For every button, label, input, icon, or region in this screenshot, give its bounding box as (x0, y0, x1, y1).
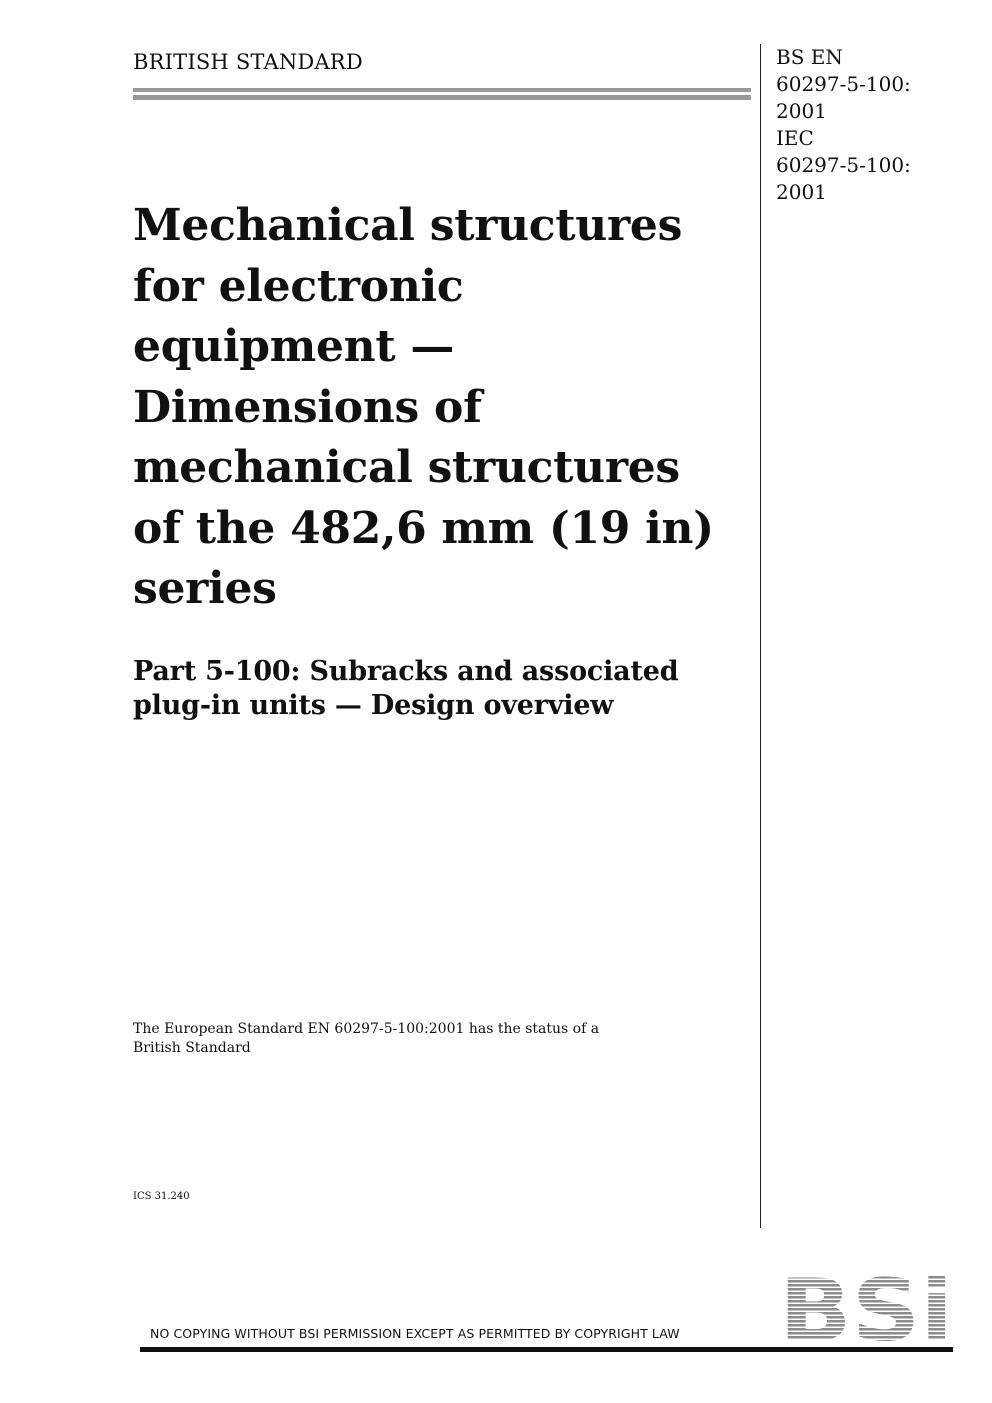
standard-id-line: 60297-5-100: (776, 153, 911, 177)
title-line: Mechanical structures (133, 200, 683, 251)
ics-code: ICS 31.240 (133, 1191, 190, 1202)
title-line: mechanical structures (133, 442, 680, 493)
part-subtitle (133, 655, 753, 723)
subtitle-line: plug-in units — Design overview (133, 690, 614, 721)
standard-id-line: 2001 (776, 99, 827, 123)
footer-rule (140, 1347, 953, 1352)
standard-id-line: 2001 (776, 180, 827, 204)
column-divider (760, 44, 761, 1228)
title-line: equipment — (133, 321, 455, 372)
header-rule-bottom (133, 95, 751, 100)
document-title (133, 196, 753, 620)
bsi-logo-text: BSi (779, 1276, 953, 1342)
title-line: for electronic (133, 260, 464, 312)
standard-id-line: 60297-5-100: (776, 72, 911, 96)
standard-id-line: BS EN (776, 45, 843, 69)
subtitle-line: Part 5-100: Subracks and associated (133, 656, 679, 687)
copyright-notice: NO COPYING WITHOUT BSI PERMISSION EXCEPT AS PERMITTED BY COPYRIGHT LAW (150, 1326, 680, 1341)
status-note-line: British Standard (133, 1040, 251, 1056)
standard-number-block (776, 44, 976, 206)
title-line: Dimensions of (133, 381, 482, 433)
title-line: series (133, 563, 277, 614)
title-line: of the 482,6 mm (19 in) (133, 502, 714, 554)
document-type-label: BRITISH STANDARD (133, 50, 363, 74)
status-note-line: The European Standard EN 60297-5-100:2001 has the status of a (133, 1021, 600, 1037)
header-rule-top (133, 88, 751, 92)
bsi-logo (778, 1276, 954, 1342)
status-note (133, 1020, 693, 1058)
standard-id-line: IEC (776, 126, 814, 150)
